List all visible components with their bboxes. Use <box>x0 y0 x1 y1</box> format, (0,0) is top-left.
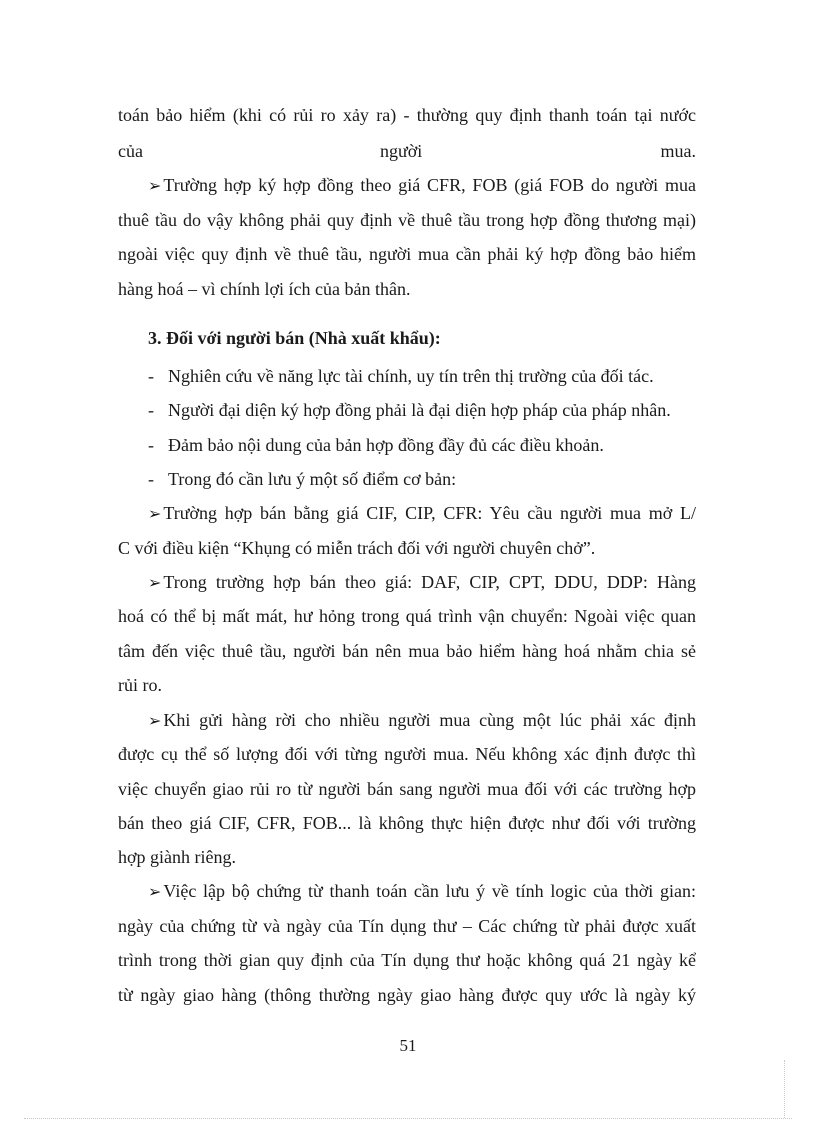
paragraph-line <box>118 140 696 162</box>
paragraph-line: từ ngày giao hàng (thông thường ngày giao hàng được quy ước là ngày ký <box>118 985 696 1005</box>
paragraph-line: hoá có thể bị mất mát, hư hỏng trong quá trình vận chuyển: Ngoài việc quan <box>118 606 696 626</box>
dash-item-text: Trong đó cần lưu ý một số điểm cơ bản: <box>168 469 457 489</box>
dash-item-text: Người đại diện ký hợp đồng phải là đại diện hợp pháp của pháp nhân. <box>168 400 671 420</box>
dash-item-text: Nghiên cứu về năng lực tài chính, uy tín trên thị trường của đối tác. <box>168 366 654 386</box>
paragraph-line: Việc lập bộ chứng từ thanh toán cần lưu ý về tính logic của thời gian: <box>163 881 696 901</box>
page-number: 51 <box>399 1036 417 1055</box>
arrow-bullet-line <box>148 880 696 902</box>
dash-item <box>148 365 696 387</box>
arrow-bullet-line <box>148 709 696 731</box>
arrow-bullet-line <box>148 571 696 593</box>
dash-item-text: Đảm bảo nội dung của bản hợp đồng đầy đủ các điều khoản. <box>168 435 604 455</box>
paragraph-line: toán bảo hiểm (khi có rủi ro xảy ra) - thường quy định thanh toán tại nước <box>118 105 696 125</box>
paragraph-line: ngoài việc quy định về thuê tầu, người mua cần phải ký hợp đồng bảo hiểm <box>118 244 696 264</box>
dash-item <box>148 434 696 456</box>
paragraph-line: ngày của chứng từ và ngày của Tín dụng thư – Các chứng từ phải được xuất <box>118 916 696 936</box>
paragraph-line: rủi ro. <box>118 675 162 695</box>
page-border-right <box>784 1060 785 1118</box>
dash-bullet: - <box>148 469 154 489</box>
dash-bullet: - <box>148 400 154 420</box>
arrow-bullet-icon: ➢ <box>148 711 162 730</box>
word-mua: mua. <box>660 141 696 161</box>
arrow-bullet-line <box>148 502 696 524</box>
paragraph-line: được cụ thể số lượng đối với từng người mua. Nếu không xác định được thì <box>118 744 696 764</box>
paragraph-line: hàng hoá – vì chính lợi ích của bản thân. <box>118 279 411 299</box>
arrow-bullet-icon: ➢ <box>148 882 162 901</box>
dash-bullet: - <box>148 366 154 386</box>
paragraph-line: C với điều kiện “Khụng có miễn trách đối với người chuyên chở”. <box>118 538 596 558</box>
paragraph-line: Trường hợp ký hợp đồng theo giá CFR, FOB (giá FOB do người mua <box>163 175 696 195</box>
section-heading: 3. Đối với người bán (Nhà xuất khẩu): <box>148 328 441 348</box>
dash-bullet: - <box>148 435 154 455</box>
paragraph-line: tâm đến việc thuê tầu, người bán nên mua bảo hiểm hàng hoá nhằm chia sẻ <box>118 641 696 661</box>
word-cua: của <box>118 141 143 161</box>
dash-item <box>148 399 696 421</box>
arrow-bullet-icon: ➢ <box>148 504 162 523</box>
arrow-bullet-icon: ➢ <box>148 573 162 592</box>
arrow-bullet-icon: ➢ <box>148 176 162 195</box>
word-nguoi: người <box>380 141 423 161</box>
dash-item <box>148 468 696 490</box>
paragraph-line: Trường hợp bán bằng giá CIF, CIP, CFR: Yêu cầu người mua mở L/ <box>163 503 696 523</box>
page-border-bottom <box>24 1118 792 1119</box>
paragraph-line: thuê tầu do vậy không phải quy định về thuê tầu trong hợp đồng thương mại) <box>118 210 696 230</box>
paragraph-line: hợp giành riêng. <box>118 847 236 867</box>
paragraph-line: Khi gửi hàng rời cho nhiều người mua cùng một lúc phải xác định <box>163 710 696 730</box>
paragraph-line: trình trong thời gian quy định của Tín dụng thư hoặc không quá 21 ngày kể <box>118 950 696 970</box>
paragraph-line: việc chuyển giao rủi ro từ người bán sang người mua đối với các trường hợp <box>118 779 696 799</box>
paragraph-line: Trong trường hợp bán theo giá: DAF, CIP, CPT, DDU, DDP: Hàng <box>163 572 696 592</box>
paragraph-line: bán theo giá CIF, CFR, FOB... là không thực hiện được như đối với trường <box>118 813 696 833</box>
arrow-bullet-line <box>148 174 696 196</box>
